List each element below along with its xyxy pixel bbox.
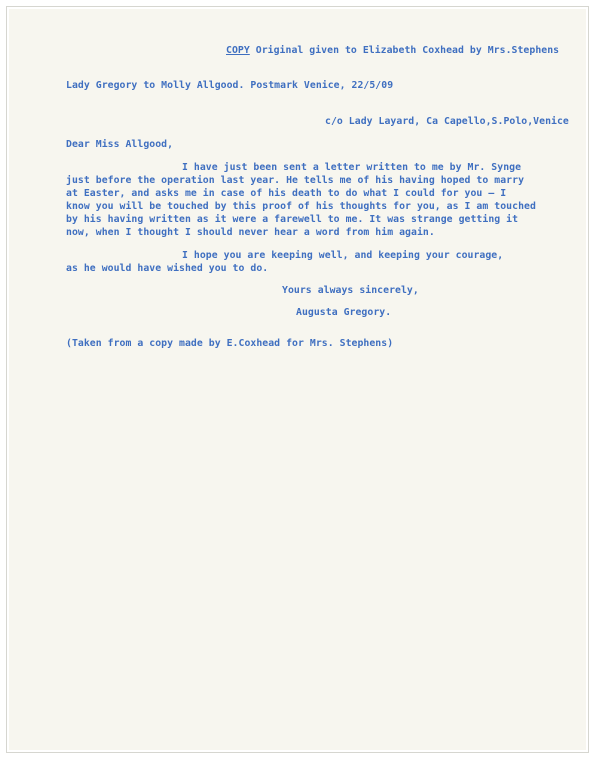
copy-label: COPY xyxy=(226,45,250,56)
salutation: Dear Miss Allgood, xyxy=(66,139,174,150)
footnote: (Taken from a copy made by E.Coxhead for Mrs. Stephens) xyxy=(66,338,394,349)
body-line-8: as he would have wished you to do. xyxy=(66,263,269,274)
body-line-1: I have just been sent a letter written to me by Mr. Synge xyxy=(182,162,522,173)
title-line: Lady Gregory to Molly Allgood. Postmark Venice, 22/5/09 xyxy=(66,80,394,91)
body-line-4: know you will be touched by this proof of his thoughts for you, as I am touched xyxy=(66,201,536,212)
address-line: c/o Lady Layard, Ca Capello,S.Polo,Venice xyxy=(325,116,569,127)
original-note: Original given to Elizabeth Coxhead by Mrs.Stephens xyxy=(255,45,560,56)
body-line-5: by his having written as it were a farewell to me. It was strange getting it xyxy=(66,214,519,225)
body-line-3: at Easter, and asks me in case of his death to do what I could for you — I xyxy=(66,188,507,199)
body-line-6: now, when I thought I should never hear a word from him again. xyxy=(66,227,435,238)
body-line-7: I hope you are keeping well, and keeping your courage, xyxy=(182,250,504,261)
header-line xyxy=(226,44,559,57)
document-page xyxy=(9,9,586,750)
signature: Augusta Gregory. xyxy=(296,307,392,318)
closing: Yours always sincerely, xyxy=(282,285,419,296)
body-line-2: just before the operation last year. He tells me of his having hoped to marry xyxy=(66,175,525,186)
